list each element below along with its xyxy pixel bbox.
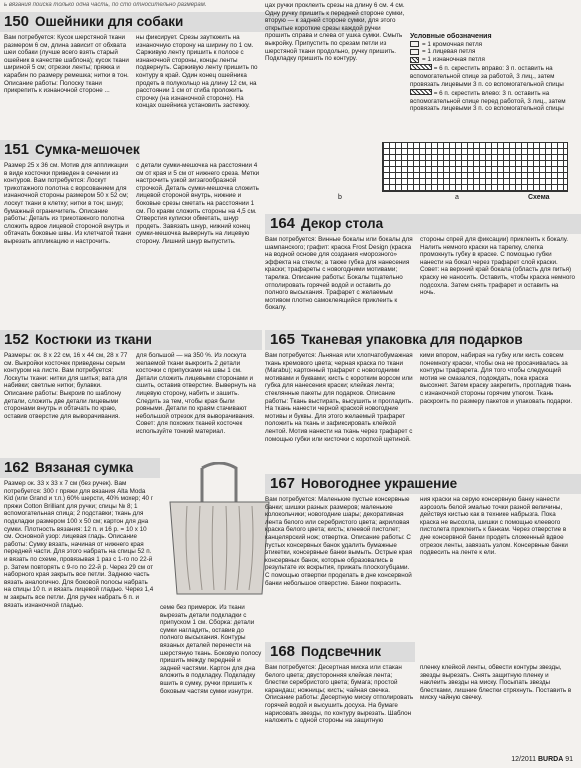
text-165-right <box>420 352 575 460</box>
section-title: Декор стола <box>301 216 384 231</box>
legend-text: = 6 п. скрестить вправо: 3 п. оставить на вспомогательной спице за работой, 3 лиц., затем провязать лицевыми 3 п. со вспомогательной спицы <box>410 65 564 88</box>
edge-stitch-icon <box>410 41 419 47</box>
text-block: Размер ок. 33 х 33 х 7 см (без ручек). Вам потребуется: 300 г пряжи для вязания Alta Moda Kid (или Grand и т.п.) 60% шерсти, 40% мохер; 40 г пряжи Cotton Brilliant для ручки; спицы № 8; 1 вспомогательная спица; 2 подставки; ткань для подкладки размером 100 х 50 см; картон для дна сумки. Плотность вязания: 12 п. и 16 р. = 10 х 10 см. Основной узор: лицевая гладь. Описание работы: Сумку вязать, начиная от нижнего края передней части. Для этого набрать на спицы 52 п. и вязать по схеме, провязывая 1 раз с 1-го по 22-й р. Затем повторять с 9-го по 22-й р. Через 29 см от наборного края закрыть все петли. Заднюю часть вязать аналогично. Для боковой полосы набрать на спицы 10 п. и вязать лицевой гладью. Через 1,4 м закрыть все петли. Для ручек набрать 6 п. и вязать изнаночной гладью. <box>4 480 154 609</box>
text-165-left <box>265 352 415 460</box>
top-caption: ь вязания поиска только одна часть, по сто относительно размерам. <box>4 2 207 8</box>
schema-label: Схема <box>528 194 550 201</box>
text-block: для большой — на 350 %. Из лоскута желаемой ткани выкроить 2 детали косточки с припусками на швы 1 см. Детали сложить лицевыми сторонами и сшить, оставив отверстие. Вывернуть на лицевую сторону, набить и зашить. Следить за тем, чтобы края были ровными. Детали по краям стачивают небольшой отрезок для выворачивания. Совет: для похожих тканей косточек используйте тонкий материал. <box>136 352 256 435</box>
legend-row <box>410 56 580 64</box>
text-164-mid <box>265 236 415 320</box>
legend-row <box>410 89 580 113</box>
text-151-left <box>4 162 132 320</box>
section-header-152 <box>4 330 152 350</box>
text-152-left <box>4 352 132 452</box>
text-168-right <box>420 664 575 748</box>
section-title: Костюки из ткани <box>35 332 152 347</box>
knit-stitch-icon <box>410 49 419 55</box>
text-152-mid <box>136 352 260 452</box>
section-number: 151 <box>4 141 30 158</box>
section-header-164 <box>270 214 383 234</box>
text-block: с детали сумки-мешочка на расстоянии 4 см от края и 5 см от нижнего среза. Метки настрочить узкой зигзагообразной строчкой. Деталь сумки-мешочка сложить лицевой стороной внутрь, нижние и боковые срезы сметать на расстоянии 1 см. По краям сложить стороны на 4,5 см. Отверстия кулиски обметать, шнур продеть. Завязать шнур, нижний конец сумки-мешочка вывернуть на лицевую сторону. Лишний шнур выпустить. <box>136 162 260 245</box>
text-block: стороны спрей для фиксации) приклеить к бокалу. Налить немного краски на тарелку, слегка промокнуть губку в краске. С помощью губки нанести на бокал через трафарет слой краски. Совет: на верхний край бокала (область для питья) краску не наносить. Оставить, чтобы краска немного подсохла. Затем снять трафарет и оставить на ночь. <box>420 236 575 297</box>
section-title: Подсвечник <box>301 644 382 659</box>
legend-row <box>410 41 580 49</box>
knitted-bag-illustration <box>162 462 277 602</box>
section-number: 165 <box>270 331 296 348</box>
text-block: Вам потребуется: Кусок шерстяной ткани размером 6 см, длина зависит от обхвата шеи собаки (лучше всего взять старый ошейник в качестве шаблона); кусок ткани шириной 5 см; отрезки ленты; пряжка и карабин по размеру ремешка; нитки в тон. Описание работы: Полоску ткани прикрепить к изнаночной стороне ... <box>4 34 129 95</box>
brand-name: BURDA <box>537 756 564 763</box>
schema-mark-a: а <box>455 194 459 201</box>
section-number: 150 <box>4 13 30 30</box>
legend-text: = 1 кромочная петля <box>422 40 483 48</box>
section-number: 168 <box>270 643 296 660</box>
section-number: 162 <box>4 459 30 476</box>
issue-date: 12/2011 <box>511 756 537 763</box>
cable-right-icon <box>410 64 432 70</box>
text-block: кими впором, набирая на губку или кисть совсем понемногу краски, чтобы она не просачивалась за контуры трафарета. Для того чтобы следующий мотив не смазался, подождать, пока краска высохнет. Затем краску закрепить, прогладив ткань с изнаночной стороны горячим утюгом. Ткань раскроить по размеру пакетов и упаковать подарки. <box>420 352 573 405</box>
text-block: Вам потребуется: Льняная или хлопчатобумажная ткань кремового цвета; черная краска по ткани (Marabu); картонный трафарет с новогодними мотивами и буквами; кисть с коротким ворсом или губка для нанесения краски; клейкая лента; стеклянные пакеты для подарков. Описание работы: Ткань выстирать, высушить и прогладить. На ткань нанести черной краской новогодние мотивы и буквы. Для этого желаемый трафарет положить на ткань и зафиксировать клейкой лентой. Мотив нанести на ткань через трафарет с помощью губки или кисточки с короткой щетиной. <box>265 352 414 443</box>
text-block: ния краски на серую консервную банку нанести аэрозоль белой эмалью точки разной величины, действуя кистью как в технике набрызга. Пока краска не высохла, шишки с помощью клеевого пистолета приклеить к банкам. Через отверстие в дне консервной банки продеть сложенный вдвое отрезок ленты, завязать узлом. Консервные банки подвесить на ленте к ели. <box>420 496 568 557</box>
text-168-mid <box>265 664 415 760</box>
text-block: пленку клейкой ленты, обвести контуры звезды, звезды вырезать. Снять защитную пленку и наклеить звезды на миску. Посыпать звезды блестками, лишние блестки стряхнуть. Поставить в миску чайную свечку. <box>420 664 572 702</box>
section-number: 164 <box>270 215 296 232</box>
page-number: 91 <box>565 756 573 763</box>
legend-text: = 6 п. скрестить влево: 3 п. оставить на вспомогательной спице перед работой, 3 лиц., затем провязать лицевыми 3 п. со вспомогательной спицы <box>410 90 566 113</box>
text-162-mid <box>160 604 262 762</box>
section-header-168 <box>270 642 381 662</box>
legend <box>410 33 580 113</box>
purl-stitch-icon <box>410 57 419 63</box>
legend-row <box>410 64 580 88</box>
legend-text: = 1 лицевая петля <box>422 48 476 56</box>
text-block: Размер 25 х 36 см. Мотив для аппликации в виде косточки приведен в сечении из контуров. Вам потребуется: Лоскут трикотажного полотна с ворсованием для изнаночной стороны размером 50 х 52 см; лоскут ткани в клетку; нитки в тон; шнур; бумажный ограничитель. Описание работы: Деталь из трикотажного полотна сложить вдвое лицевой стороной внутрь и обтачать боковые швы. Из клетчатой ткани вырезать аппликацию и настрочить. <box>4 162 132 245</box>
legend-title: Условные обозначения <box>410 33 492 40</box>
section-title: Тканевая упаковка для подарков <box>301 332 523 347</box>
text-block: семе без примерок. Из ткани вырезать детали подкладки с припуском 1 см. Сборка: детали сумки нагладить, оставив до полного высыхания. Контуры вязаных деталей перенести на шерстяную ткань. Боковую полосу пришить между передней и задней частями. Картон для дна вложить в подкладку. Подкладку вшить в сумку, ручки пришить к боковым частям сумки изнутри. <box>160 604 262 695</box>
text-block: Размеры: ок. 8 х 22 см, 16 х 44 см, 28 х 77 см. Выкройки косточек приведены серым контуром на листе. Вам потребуется: Лоскуты ткани: нитки для шитья; вата для набивки; светлые нитки; булавки. Описание работы: Выкроив по шаблону детали, сложить две детали лицевыми сторонами внутрь и обтачать по краю, оставив отверстие для выворачивания. <box>4 352 128 420</box>
legend-text: = 1 изнаночная петля <box>422 55 485 63</box>
section-title: Сумка-мешочек <box>35 142 140 157</box>
text-block: цах ручки проклеить срезы на длину 6 см. 4 см. Одну ручку пришить к передней стороне сумки, вторую — к задней стороне сумки, для этого открытые короткие срезы каждой ручки прошить справа и слева от ушка сумки. Смыть выкройку. Припустить по срезам петли из шерстяной ткани продольно, ручку пришить. Подкладку пришить по контуру. <box>265 2 405 63</box>
text-162-left <box>4 480 156 762</box>
text-167-mid <box>265 496 415 630</box>
section-header-150 <box>4 12 183 32</box>
text-151-mid <box>136 162 260 320</box>
text-167-right <box>420 496 575 630</box>
text-block: Вам потребуется: Десертная миска или стакан белого цвета; двусторонняя клейкая лента; блестки серебристого цвета; бумага; простой карандаш; ножницы; кисть; чайная свечка. Описание работы: Десертную миску отполировать горячей водой и высушить досуха. На бумаге нарисовать звезды, по контуру вырезать. Шаблон наложить с одной стороны на защитную <box>265 664 414 725</box>
section-number: 152 <box>4 331 30 348</box>
section-header-165 <box>270 330 523 350</box>
page-footer <box>511 756 573 763</box>
text-block: ны фиксирует. Срезы заутюжить на изнаночную сторону на ширину по 1 см. Сарживую ленту пришить к полосе с изнаночной стороны, концы ленты подвернуть. Сарживую ленту пришить по контуру в край. Один конец ошейника продеть в полукольцо на длину 12 см, на расстоянии 1 см от сгиба проложить строчку (на изнаночной стороне). На концах ошейника установить застежку. <box>136 34 258 110</box>
section-header-151 <box>4 140 140 160</box>
cable-left-icon <box>410 89 432 95</box>
section-title: Вязаная сумка <box>35 460 134 475</box>
section-title: Новогоднее украшение <box>301 476 458 491</box>
section-number: 167 <box>270 475 296 492</box>
legend-row <box>410 48 580 56</box>
text-164-right <box>420 236 575 320</box>
section-header-162 <box>4 458 133 478</box>
text-150-mid <box>136 34 260 130</box>
section-header-167 <box>270 474 457 494</box>
schema-mark-b: b <box>338 194 342 201</box>
text-150-right <box>265 2 405 120</box>
text-block: Вам потребуется: Маленькие пустые консервные банки; шишки разных размеров; маленькие колокольчики; новогодние шары; декоративная лента белого или серебристого цвета; акриловая краска белого цвета; кисть; клеевой пистолет; канцелярский нож; отвертка. Описание работы: С пустых консервных банок удалить бумажные этикетки, консервные банки вымыть. Острые края консервных банок, которые образовались в результате их вскрытия, прижать плоскогубцами. С помощью отвертки проделать в дне консервной банки небольшое отверстие. Банки покрасить. <box>265 496 413 587</box>
text-block: Вам потребуется: Винные бокалы или бокалы для шампанского; графит: краска Frost Design (краска на водной основе для создания «морозного» эффекта на стекле; а также губка для нанесения краски; трафареты с новогодними мотивами; тарелка. Описание работы: Бокалы тщательно отполировать горячей водой и оставить до полного высыхания. Трафарет с желаемым мотивом плотно самоклеящийся приклеить к бокалу. <box>265 236 413 312</box>
knitting-schema-grid <box>382 142 568 192</box>
section-title: Ошейники для собаки <box>35 14 184 29</box>
text-150-left <box>4 34 132 130</box>
